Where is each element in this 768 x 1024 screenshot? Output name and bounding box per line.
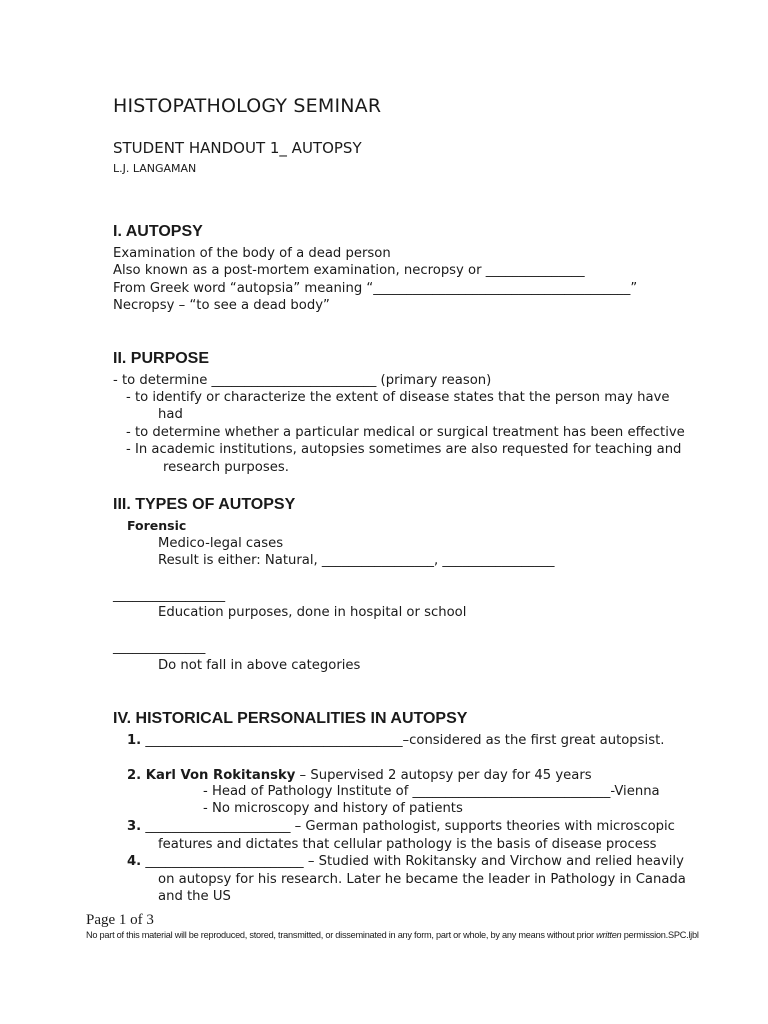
section1-line: Also known as a post-mortem examination, necropsy or _______________ <box>113 263 585 278</box>
notice-text-end: permission.SPC.ljbl <box>621 930 699 940</box>
personality-item-3 <box>127 818 675 835</box>
purpose-item: - to determine whether a particular medical or surgical treatment has been effective <box>126 425 685 440</box>
type-3-description: Do not fall in above categories <box>158 658 361 673</box>
item-number: 2. Karl Von Rokitansky <box>127 768 296 783</box>
item-number: 4. <box>127 854 142 869</box>
personality-item-2 <box>127 767 592 784</box>
personality-item-4-cont: on autopsy for his research. Later he became the leader in Pathology in Canada <box>158 872 686 887</box>
purpose-item: - to determine _________________________ (primary reason) <box>113 373 492 388</box>
document-title: HISTOPATHOLOGY SEMINAR <box>113 95 382 117</box>
section1-line: Necropsy – “to see a dead body” <box>113 298 330 313</box>
section-heading-types: III. TYPES OF AUTOPSY <box>113 496 296 513</box>
section-heading-personalities: IV. HISTORICAL PERSONALITIES IN AUTOPSY <box>113 710 468 727</box>
personality-item-3-cont: features and dictates that cellular pathology is the basis of disease process <box>158 837 657 852</box>
personality-item-4-cont: and the US <box>158 889 231 904</box>
type-blank-3: ______________ <box>113 640 206 655</box>
personality-item-4 <box>127 853 684 870</box>
item-text: ________________________ – Studied with Rokitansky and Virchow and relied heavily <box>141 854 684 869</box>
personality-item-2-sub: - No microscopy and history of patients <box>203 801 463 816</box>
item-text: _______________________________________–considered as the first great autopsist. <box>141 733 665 748</box>
item-text: – Supervised 2 autopsy per day for 45 years <box>295 768 592 783</box>
notice-text: No part of this material will be reproduced, stored, transmitted, or disseminated in any form, part or whole, by any means without prior <box>86 930 597 940</box>
purpose-item-cont: had <box>158 407 183 422</box>
section1-line: From Greek word “autopsia” meaning “_______________________________________” <box>113 281 638 296</box>
item-text: ______________________ – German pathologist, supports theories with microscopic <box>141 819 675 834</box>
forensic-label: Forensic <box>127 518 187 533</box>
personality-item-1 <box>127 732 664 749</box>
purpose-item: - to identify or characterize the extent of disease states that the person may have <box>126 390 670 405</box>
document-subtitle: STUDENT HANDOUT 1_ AUTOPSY <box>113 139 362 157</box>
notice-italic: written <box>596 930 622 940</box>
forensic-line: Result is either: Natural, _________________, _________________ <box>158 553 555 568</box>
personality-item-2-sub: - Head of Pathology Institute of ______________________________-Vienna <box>203 784 660 799</box>
copyright-notice <box>86 930 699 940</box>
section1-line: Examination of the body of a dead person <box>113 246 391 261</box>
section-heading-autopsy: I. AUTOPSY <box>113 223 203 240</box>
document-author: L.J. LANGAMAN <box>113 162 197 175</box>
purpose-item: - In academic institutions, autopsies sometimes are also requested for teaching and <box>126 442 682 457</box>
type-2-description: Education purposes, done in hospital or school <box>158 605 467 620</box>
page-number: Page 1 of 3 <box>86 912 154 928</box>
section-heading-purpose: II. PURPOSE <box>113 350 210 367</box>
item-number: 1. <box>127 733 142 748</box>
purpose-item-cont: research purposes. <box>163 460 289 475</box>
type-blank-2: _________________ <box>113 588 226 603</box>
item-number: 3. <box>127 819 142 834</box>
forensic-line: Medico-legal cases <box>158 536 284 551</box>
